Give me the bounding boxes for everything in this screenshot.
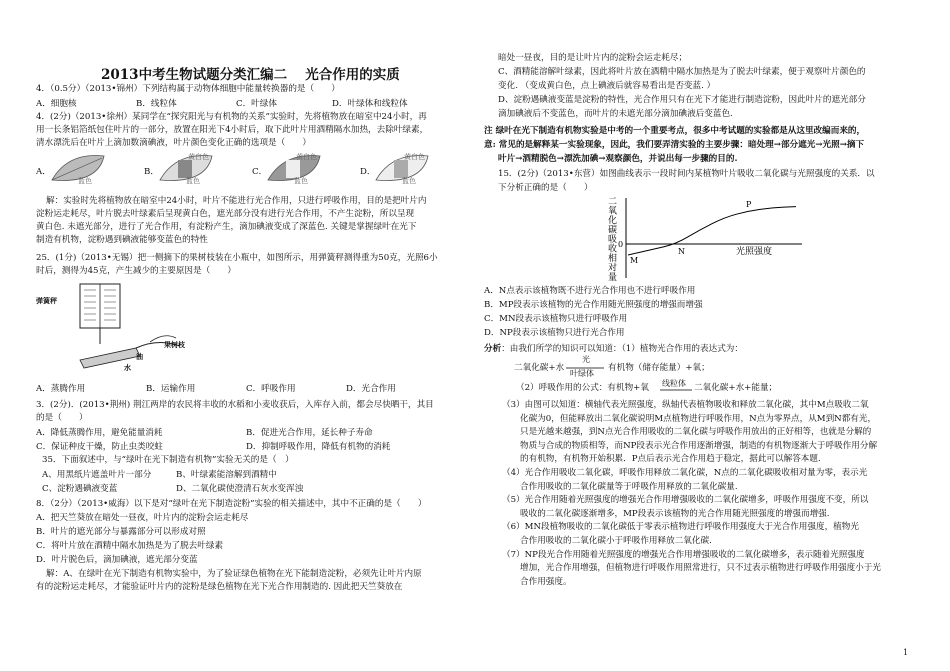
formula2-left: （2）呼吸作用的公式：有机物+氧 <box>516 383 649 393</box>
fig-label-branch: 果树枝 <box>164 340 185 349</box>
analysis-line: 解：A、在绿叶在光下制造有机物实验中，为了验证绿色植物在光下能制造淀粉，必须先让叶片内原 <box>46 569 422 579</box>
leaf-label: 黄白色 <box>296 153 317 161</box>
chart-y-label-char: 收 <box>608 244 618 255</box>
option: D、二氧化碳使澄清石灰水变浑浊 <box>176 484 304 494</box>
leaf-label: 黄白色 <box>404 153 425 161</box>
question-3-line: 3．(2分)．(2013•荆州) 荆江两岸的农民将丰收的水稻和小麦收获后，入库存入前，都会尽快晒干，其目 <box>36 400 434 410</box>
formula2-right: 二氧化碳+水+能量； <box>694 383 778 393</box>
formula-left: 二氧化碳+水 <box>514 363 565 373</box>
option: D．叶绿体和线粒体 <box>332 99 408 109</box>
option: B．线粒体 <box>136 99 177 109</box>
option: C、淀粉遇碘液变蓝 <box>42 484 118 494</box>
analysis-body-line: 吸收的二氧化碳逐渐增多，MP段表示该植物的光合作用随光照强度的增强而增强. <box>520 508 830 519</box>
analysis-line: 淀粉运走耗尽，叶片脱去叶绿素后呈现黄白色，遮光部分没有进行光合作用，不产生淀粉，所以呈现 <box>36 209 415 219</box>
leaf-label: 蓝色 <box>78 177 92 185</box>
chart-y-label-char: 碳 <box>608 225 618 236</box>
chart-y-label-char: 氧 <box>608 206 618 217</box>
analysis-line: 解：实验时先将植物放在暗室中24小时，叶片不能进行光合作用，只进行呼吸作用，目的是把叶片内 <box>46 196 427 206</box>
co2-light-chart <box>602 194 812 284</box>
option: C．MN段表示该植物只进行呼吸作用 <box>484 314 628 324</box>
option: D．光合作用 <box>346 384 396 394</box>
option: B．MP段表示该植物的光合作用随光照强度的增强而增强 <box>484 300 703 310</box>
option: D．抑制呼吸作用，降低有机物的消耗 <box>246 442 391 452</box>
question-8: 8．（2分）（2013•威海）以下是对“绿叶在光下制造淀粉”实验的相关描述中，其中不正确的是（ ） <box>36 499 427 509</box>
analysis-head: ：由我们所学的知识可以知道：（1）植物光合作用的表达式为： <box>501 344 743 354</box>
analysis-body-line: 化碳为0，但能释放出二氧化碳说明M点植物进行呼吸作用，N点为零界点，从M到N都有光， <box>520 413 877 424</box>
spring-scale-figure <box>40 282 190 374</box>
chart-point-m: M <box>630 256 639 265</box>
option: A．把天竺葵放在暗处一昼夜，叶片内的淀粉会运走耗尽 <box>36 513 249 523</box>
question-4b-line: 用一长条铝箔纸包住叶片的一部分，放置在阳光下4小时后，取下此叶片用酒精隔水加热，去除叶绿素， <box>36 125 429 135</box>
note-line: 注 绿叶在光下制造有机物实验是中考的一个重要考点，很多中考试题的实验都是从这里改编而来的， <box>484 126 866 136</box>
question-25-line: 25．(1分)（2013•无锡）把一侧摘下的果树枝装在小瓶中，如图所示，用弹簧秤测得重为50克，光照6小 <box>36 253 438 263</box>
analysis-line: 黄白色. 未遮光部分，进行了光合作用，有淀粉产生，滴加碘液变成了深蓝色. 关键是掌握绿叶在光下 <box>36 222 417 232</box>
option: A．细胞核 <box>36 99 77 109</box>
question-25-line: 时后，测得为45克，产生减少的主要原因是（ ） <box>36 266 236 276</box>
question-3-line: 的是（ ） <box>36 413 88 423</box>
formula-bottom: 叶绿体 <box>570 369 594 378</box>
continuation-line: D、淀粉遇碘液变蓝是淀粉的特性，光合作用只有在光下才能进行制造淀粉，因此叶片的遮光部分 <box>498 95 866 105</box>
formula-right: 有机物（储存能量）+氧； <box>608 363 710 373</box>
chart-point-p: P <box>746 200 752 209</box>
analysis-body-line: 只是光越来越强，到N点光合作用吸收的二氧化碳与呼吸作用放出的正好相等，也就是分解的 <box>520 427 872 438</box>
chart-x-label: 光照强度 <box>736 247 773 257</box>
chart-y-label-char: 量 <box>608 273 618 283</box>
question-15-line: 15．(2分)（2013•东营）如图曲线表示一段时间内某植物叶片吸收二氧化碳与光照强度的关系．以 <box>498 169 875 179</box>
chart-y-label <box>608 197 617 283</box>
fig-label-scale: 弹簧秤 <box>36 296 57 305</box>
analysis-body-line: 合作用强度。 <box>520 576 572 587</box>
option: B、叶绿素能溶解到酒精中 <box>176 470 277 480</box>
analysis-body-line: （5）光合作用随着光照强度的增强光合作用增强吸收的二氧化碳增多，呼吸作用强度不变，所以 <box>502 495 869 506</box>
leaf-label: 蓝色 <box>186 177 200 185</box>
option: A．N点表示该植物既不进行光合作用也不进行呼吸作用 <box>484 286 696 296</box>
analysis-body-line: （4）光合作用吸收二氧化碳，呼吸作用释放二氧化碳，N点的二氧化碳吸收相对量为零，表示光 <box>502 468 868 478</box>
option: A、用黑纸片遮盖叶片一部分 <box>42 470 152 480</box>
continuation-line: 滴加碘液后不变蓝色，而叶片的未遮光部分滴加碘液后变蓝色. <box>498 109 733 119</box>
analysis-line: 有的淀粉运走耗尽，才能验证叶片内的淀粉是绿色植物在光下光合作用制造的. 因此把天竺葵放在 <box>36 582 403 592</box>
analysis-body-line: 的有机物，有机物开始积累．P点后表示光合作用趋于稳定，据此可以解答本题. <box>520 454 821 465</box>
question-4a: 4．（0.5分）（2013•锦州）下列结构属于动物体细胞中能量转换器的是（ ） <box>36 84 340 94</box>
analysis-body-line: （6）MN段植物吸收的二氧化碳低于零表示植物进行呼吸作用强度大于光合作用强度，植物光 <box>502 522 859 533</box>
continuation-line: C、酒精能溶解叶绿素，因此将叶片放在酒精中隔水加热是为了脱去叶绿素，便于观察叶片颜色的 <box>498 67 866 77</box>
chart-y-label-char: 相 <box>608 254 618 264</box>
fig-label-oil: 油 <box>136 352 143 361</box>
leaf-label: 蓝色 <box>294 177 308 185</box>
option: C．保证种皮干燥，防止虫类咬蛀 <box>36 442 163 452</box>
analysis-body-line: 合作用吸收的二氧化碳小于呼吸作用释放二氧化碳. <box>520 536 712 546</box>
chart-zero-label: 0 <box>618 240 624 249</box>
formula2-top: 线粒体 <box>662 379 686 388</box>
option: A．蒸腾作用 <box>36 384 86 394</box>
fig-label-water: 水 <box>124 363 131 372</box>
option: D．叶片脱色后，滴加碘液，遮光部分变蓝 <box>36 555 198 565</box>
continuation-line: 变化. （变成黄白色，点上碘液后就容易看出是否变蓝. ） <box>498 81 716 91</box>
analysis-line: 制造有机物，淀粉遇到碘液能够变蓝色的特性 <box>36 235 208 245</box>
option: B．叶片的遮光部分与暴露部分可以形成对照 <box>36 527 206 537</box>
chart-y-label-char: 吸 <box>608 235 618 245</box>
analysis-body-line: （7）NP段光合作用随着光照强度的增强光合作用增强吸收的二氧化碳增多，表示随着光照强度 <box>502 549 865 560</box>
leaf-label: 黄白色 <box>188 153 209 161</box>
option: C．呼吸作用 <box>246 384 296 394</box>
leaf-option-b: B． <box>144 167 159 177</box>
option: A．降低蒸腾作用，避免能量消耗 <box>36 428 163 438</box>
question-35: 35．下面叙述中，与“绿叶在光下制造有机物”实验无关的是（ ） <box>42 455 294 465</box>
note-line: 意: 常见的是解释某一实验现象，因此，我们要弄清实验的主要步骤：暗处理→部分遮光→光照→摘下 <box>484 140 865 150</box>
chart-point-n: N <box>678 247 685 256</box>
note-line: 叶片→酒精脱色→漂洗加碘→观察颜色，并说出每一步骤的目的. <box>498 154 738 164</box>
question-4b-line: 清水漂洗后在叶片上滴加数滴碘液，叶片颜色变化正确的选项是（ ） <box>36 138 312 148</box>
formula-top: 光 <box>582 355 590 364</box>
chart-y-label-char: 对 <box>608 263 618 274</box>
option: B．运输作用 <box>146 384 196 394</box>
question-4b-line: 4．(2分)（2013•徐州）某同学在“探究阳光与有机物的关系”实验时，先将植物放在暗室中24小时，再 <box>36 112 427 122</box>
option: C．叶绿体 <box>236 99 277 109</box>
analysis-body-line: （3）由图可以知道：横轴代表光照强度，纵轴代表植物吸收和释放二氧化碳，其中M点吸收二氧 <box>502 400 869 410</box>
option: D．NP段表示该植物只进行光合作用 <box>484 328 625 338</box>
page-title: 2013中考生物试题分类汇编二 光合作用的实质 <box>101 67 400 83</box>
option: C．将叶片放在酒精中隔水加热是为了脱去叶绿素 <box>36 541 224 551</box>
analysis-body-line: 增加，光合作用增强，但植物进行呼吸作用照常进行，只不过表示植物进行呼吸作用强度小于光 <box>520 563 881 574</box>
leaf-option-d: D． <box>360 167 376 177</box>
chart-y-label-char: 化 <box>608 216 618 226</box>
question-15-line: 下分析正确的是（ ） <box>498 183 593 193</box>
leaf-option-a: A． <box>36 167 51 177</box>
analysis-body-line: 合作用吸收的二氧化碳量等于呼吸作用释放的二氧化碳量. <box>520 481 738 492</box>
continuation-line: 暗处一昼夜，目的是让叶片内的淀粉会运走耗尽； <box>498 53 688 63</box>
option: B．促进光合作用，延长种子寿命 <box>246 428 373 438</box>
leaf-label: 蓝色 <box>402 177 416 185</box>
analysis-label: 分析 <box>484 344 502 354</box>
leaf-option-c: C． <box>252 167 268 177</box>
page-number: 1 <box>903 648 909 657</box>
analysis-body-line: 物质与合成的物质相等，而NP段表示光合作用逐渐增强，制造的有机物逐渐大于呼吸作用分解 <box>520 440 878 451</box>
chart-y-label-char: 二 <box>608 197 618 207</box>
